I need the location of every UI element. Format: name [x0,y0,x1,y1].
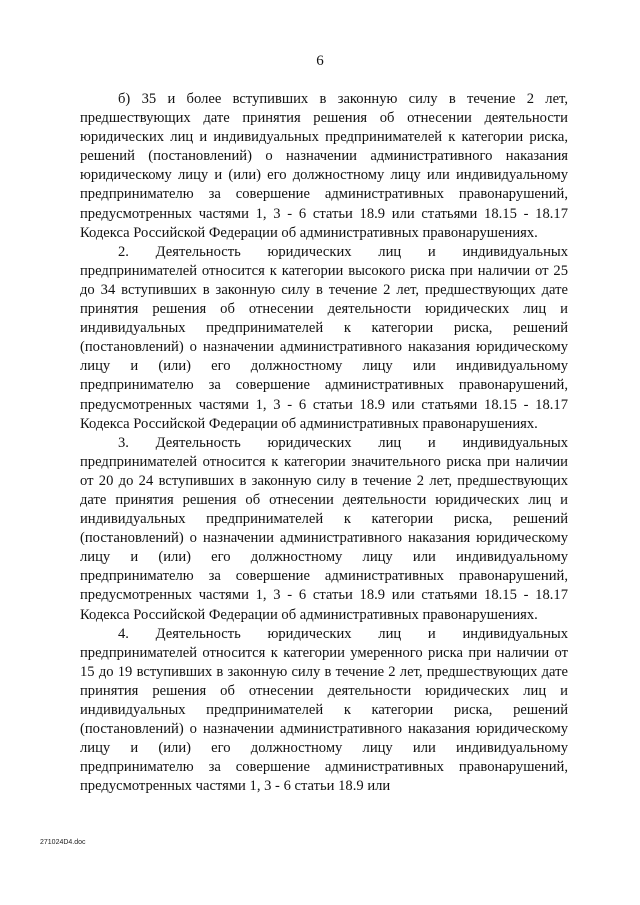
paragraph-2: 2. Деятельность юридических лиц и индивидуальных предпринимателей относится к категории высокого риска при наличии от 25 до 34 вступивших в законную силу в течение 2 лет, предшествующих дате принятия решения об отнесении деятельности юридических лиц и индивидуальных предпринимателей к категории риска, решений (постановлений) о назначении административного наказания юридическому лицу и (или) его должностному лицу или индивидуальному предпринимателю за совершение административных правонарушений, предусмотренных частями 1, 3 - 6 статьи 18.9 или статьями 18.15 - 18.17 Кодекса Российской Федерации об административных правонарушениях. [80,243,568,432]
document-body [80,90,568,796]
paragraph-1b: б) 35 и более вступивших в законную силу в течение 2 лет, предшествующих дате принятия решения об отнесении деятельности юридических лиц и индивидуальных предпринимателей к категории риска, решений (постановлений) о назначении административного наказания юридическому лицу и (или) его должностному лицу или индивидуальному предпринимателю за совершение административных правонарушений, предусмотренных частями 1, 3 - 6 статьи 18.9 или статьями 18.15 - 18.17 Кодекса Российской Федерации об административных правонарушениях. [80,91,568,241]
paragraph-3: 3. Деятельность юридических лиц и индивидуальных предпринимателей относится к категории значительного риска при наличии от 20 до 24 вступивших в законную силу в течение 2 лет, предшествующих дате принятия решения об отнесении деятельности юридических лиц и индивидуальных предпринимателей к категории риска, решений (постановлений) о назначении административного наказания юридическому лицу и (или) его должностному лицу или индивидуальному предпринимателю за совершение административных правонарушений, предусмотренных частями 1, 3 - 6 статьи 18.9 или статьями 18.15 - 18.17 Кодекса Российской Федерации об административных правонарушениях. [80,434,568,623]
page-number: 6 [316,53,324,69]
footer-filename: 271024D4.doc [40,839,86,846]
paragraph-4: 4. Деятельность юридических лиц и индивидуальных предпринимателей относится к категории умеренного риска при наличии от 15 до 19 вступивших в законную силу в течение 2 лет, предшествующих дате принятия решения об отнесении деятельности юридических лиц и индивидуальных предпринимателей к категории риска, решений (постановлений) о назначении административного наказания юридическому лицу и (или) его должностному лицу или индивидуальному предпринимателю за совершение административных правонарушений, предусмотренных частями 1, 3 - 6 статьи 18.9 или [80,625,568,795]
